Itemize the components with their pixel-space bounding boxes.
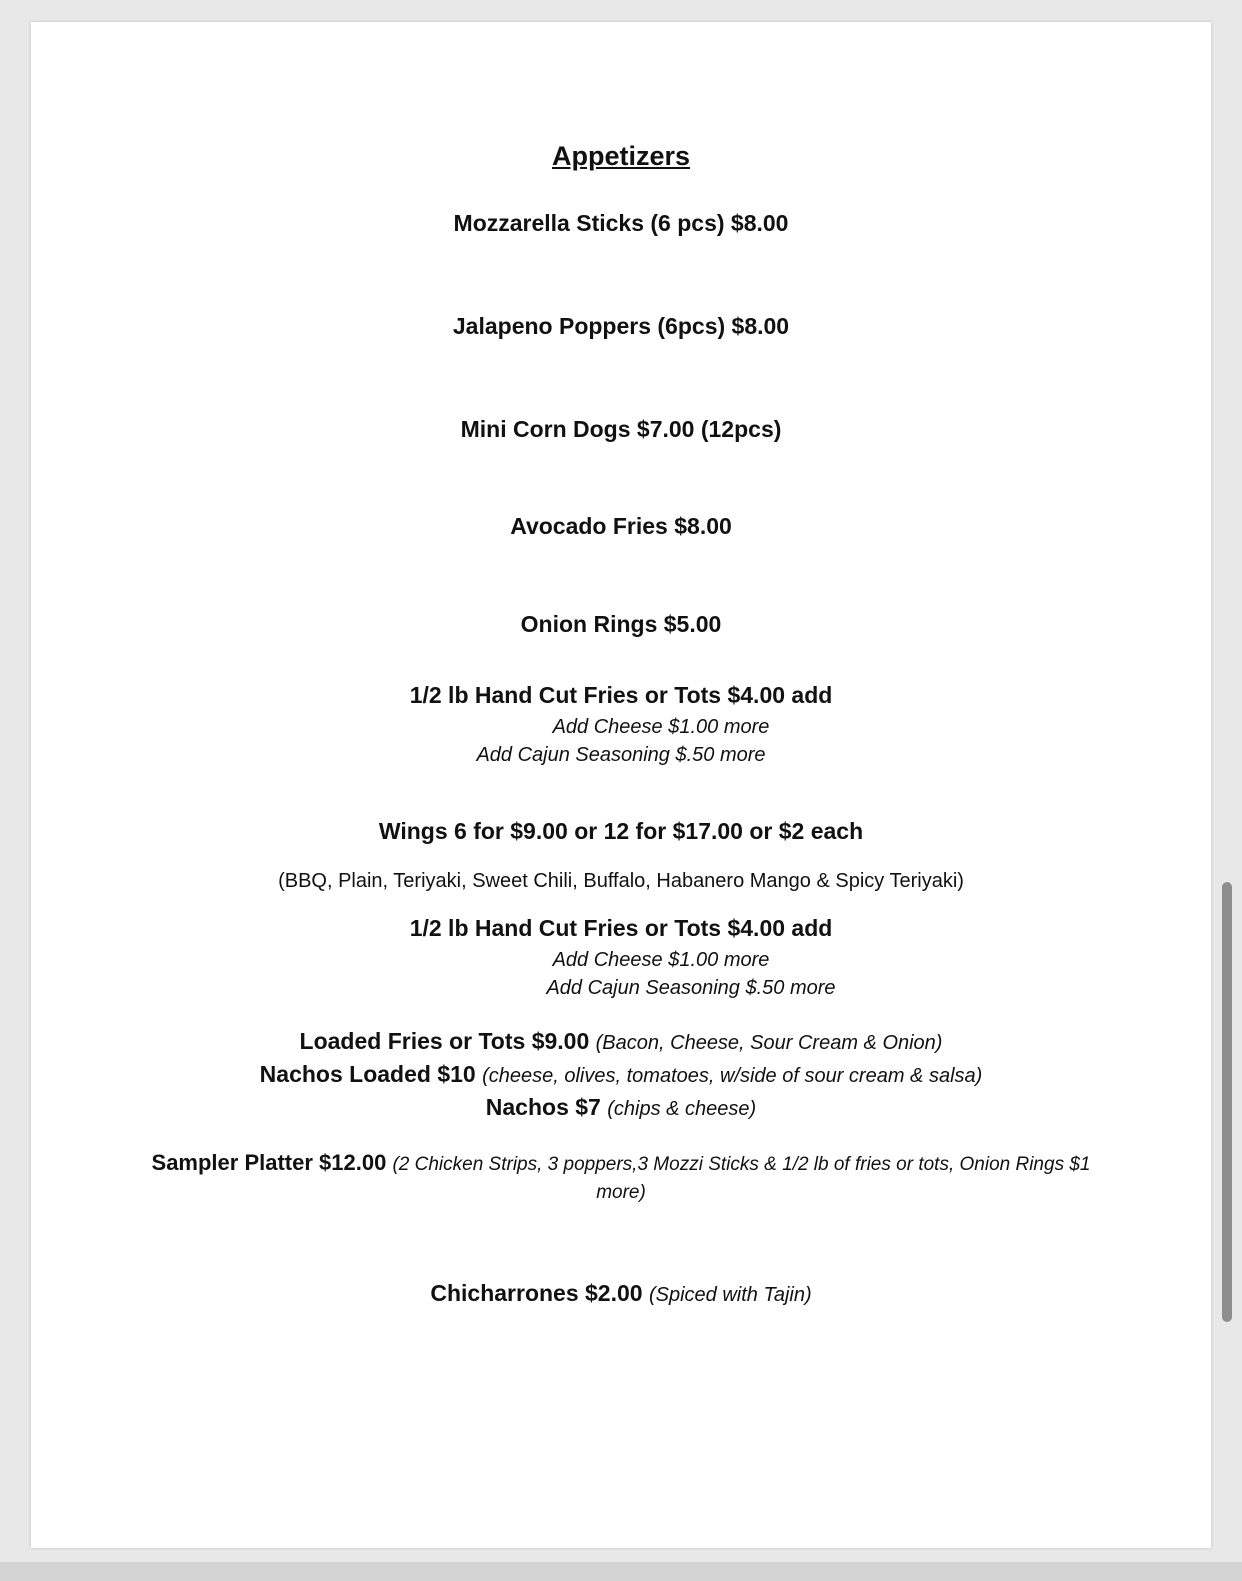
chicharrones-note: (Spiced with Tajin) [648,1284,812,1306]
menu-item-mozzarella: Mozzarella Sticks (6 pcs) $8.00 [453,210,789,236]
sampler-note-continued: more) [596,1182,646,1203]
menu-item-chicharrones [31,1280,1211,1308]
menu-item-sampler [31,1150,1211,1177]
document-page [31,22,1211,1548]
fries-add-cajun: Add Cajun Seasoning $.50 more [476,744,766,766]
fries-second-add-cajun: Add Cajun Seasoning $.50 more [546,977,836,999]
menu-item-wings: Wings 6 for $9.00 or 12 for $17.00 or $2 each [378,818,864,844]
nachos-loaded-note: (cheese, olives, tomatoes, w/side of sour cream & salsa) [482,1065,983,1087]
menu-item-fries-second: 1/2 lb Hand Cut Fries or Tots $4.00 add [409,915,833,941]
loaded-fries-label: Loaded Fries or Tots $9.00 [299,1028,590,1054]
menu-item-corn-dogs: Mini Corn Dogs $7.00 (12pcs) [460,416,782,442]
menu-item-nachos [31,1094,1211,1122]
wings-flavors: (BBQ, Plain, Teriyaki, Sweet Chili, Buffalo, Habanero Mango & Spicy Teriyaki) [278,870,964,892]
menu-item-onion-rings: Onion Rings $5.00 [520,611,722,637]
nachos-note: (chips & cheese) [607,1098,757,1120]
menu-item-avocado-fries: Avocado Fries $8.00 [510,513,732,539]
fries-second-add-cheese: Add Cheese $1.00 more [552,949,770,971]
menu-item-fries: 1/2 lb Hand Cut Fries or Tots $4.00 add [409,682,833,708]
loaded-fries-note: (Bacon, Cheese, Sour Cream & Onion) [595,1032,943,1054]
menu-item-loaded-fries [31,1028,1211,1056]
nachos-label: Nachos $7 [485,1094,601,1120]
nachos-loaded-label: Nachos Loaded $10 [259,1061,476,1087]
chicharrones-label: Chicharrones $2.00 [430,1280,643,1306]
menu-item-nachos-loaded [31,1061,1211,1089]
next-page-edge [0,1562,1242,1581]
fries-add-cheese: Add Cheese $1.00 more [552,716,770,738]
menu-title: Appetizers [551,141,691,171]
sampler-note: (2 Chicken Strips, 3 poppers,3 Mozzi Sticks & 1/2 lb of fries or tots, Onion Rings $1 [392,1154,1091,1175]
sampler-label: Sampler Platter $12.00 [151,1150,387,1175]
menu-item-jalapeno: Jalapeno Poppers (6pcs) $8.00 [452,313,790,339]
